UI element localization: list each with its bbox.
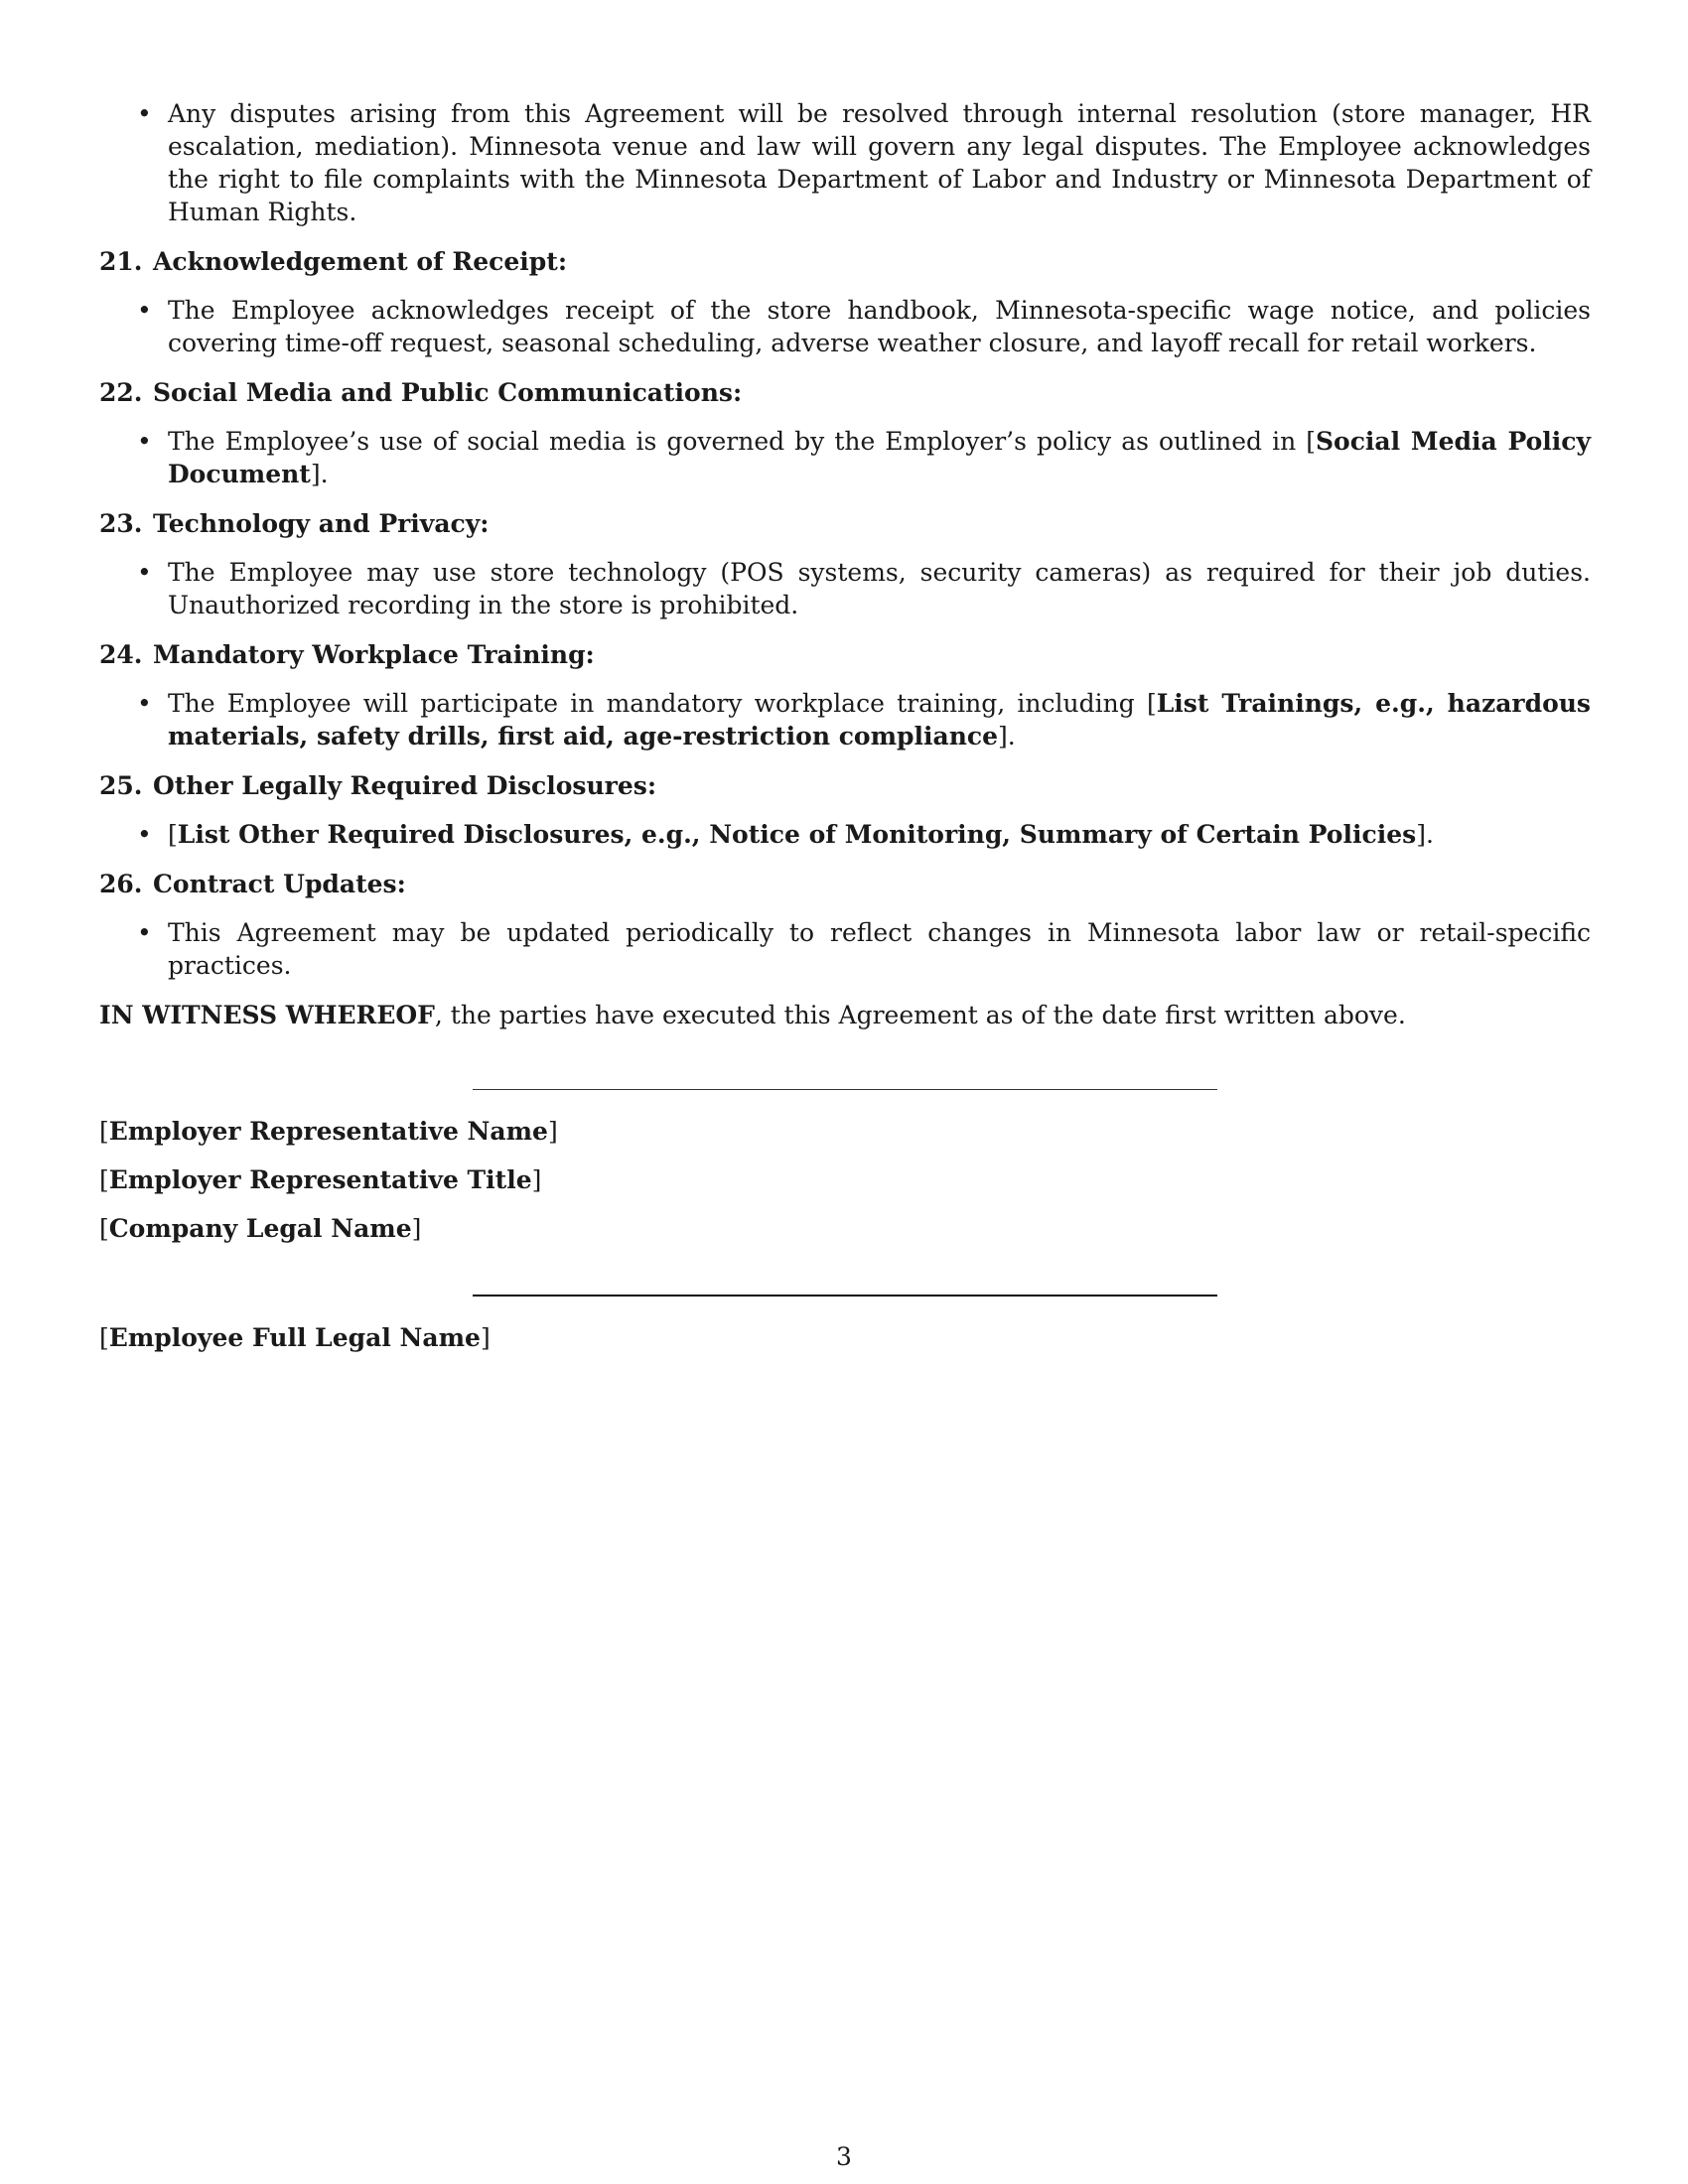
employer-rep-title: [Employer Representative Title] — [99, 1165, 542, 1194]
placeholder-rep-title: Employer Representative Title — [108, 1165, 532, 1194]
bullet-list-disputes — [99, 97, 1591, 228]
employee-signature-line — [473, 1295, 1217, 1297]
placeholder-social-media-policy: Social Media Policy Document — [168, 427, 1591, 488]
placeholder-company: Company Legal Name — [108, 1214, 412, 1243]
section-heading-23 — [99, 507, 1591, 540]
section-heading-26 — [99, 868, 1591, 900]
bullet-training — [99, 687, 1591, 752]
section-number: 25. — [99, 771, 143, 800]
bullet-text: The Employee will participate in mandatory workplace training, including [ — [168, 689, 1157, 718]
placeholder-trainings: List Trainings, e.g., hazardous materials, safety drills, first aid, age-restriction compliance — [168, 689, 1591, 751]
witness-text: , the parties have executed this Agreement as of the date first written above. — [434, 1001, 1406, 1029]
bullet-list-24 — [99, 687, 1591, 752]
section-title: Acknowledgement of Receipt: — [153, 247, 568, 276]
bullet-text: ]. — [310, 460, 329, 488]
employee-full-name: [Employee Full Legal Name] — [99, 1323, 491, 1352]
bullet-social-media — [99, 425, 1591, 490]
bullet-list-22 — [99, 425, 1591, 490]
company-legal-name: [Company Legal Name] — [99, 1214, 422, 1243]
placeholder-disclosures: List Other Required Disclosures, e.g., Notice of Monitoring, Summary of Certain Policies — [177, 820, 1417, 849]
employer-signature-line — [473, 1089, 1217, 1090]
section-heading-21 — [99, 245, 1591, 278]
section-heading-22 — [99, 376, 1591, 409]
section-title: Contract Updates: — [153, 870, 406, 898]
bullet-list-25 — [99, 818, 1591, 851]
section-number: 21. — [99, 247, 143, 276]
bullet-list-26 — [99, 916, 1591, 982]
bullet-disputes: • Any disputes arising from this Agreement will be resolved through internal resolution (store manager, HR escalation, mediation). Minnesota venue and law will govern any legal disputes. The Employee acknowledges the right to file complaints with the Minnesota Department of Labor and Industry or Minnesota Department of Human Rights. — [99, 97, 1591, 228]
employer-rep-name: [Employer Representative Name] — [99, 1117, 558, 1146]
placeholder-rep-name: Employer Representative Name — [108, 1117, 548, 1146]
placeholder-employee-name: Employee Full Legal Name — [108, 1323, 481, 1352]
section-number: 23. — [99, 509, 143, 538]
section-title: Social Media and Public Communications: — [153, 378, 743, 407]
bullet-contract-updates: • This Agreement may be updated periodically to reflect changes in Minnesota labor law or retail-specific practices. — [99, 916, 1591, 982]
section-number: 22. — [99, 378, 143, 407]
section-heading-25 — [99, 769, 1591, 802]
section-number: 26. — [99, 870, 143, 898]
bullet-text: ]. — [1416, 820, 1434, 849]
witness-statement — [99, 999, 1591, 1031]
bullet-list-23 — [99, 556, 1591, 621]
witness-lead: IN WITNESS WHEREOF — [99, 1001, 435, 1029]
section-title: Mandatory Workplace Training: — [153, 640, 595, 669]
bullet-acknowledgement: • The Employee acknowledges receipt of the store handbook, Minnesota-specific wage notice, and policies covering time-off request, seasonal scheduling, adverse weather closure, and layoff recall for retail workers. — [99, 294, 1591, 359]
bullet-text: ]. — [998, 722, 1016, 751]
bullet-technology: • The Employee may use store technology (POS systems, security cameras) as required for their job duties. Unauthorized recording in the store is prohibited. — [99, 556, 1591, 621]
bullet-list-21 — [99, 294, 1591, 359]
document-page — [99, 97, 1591, 1370]
section-heading-24 — [99, 638, 1591, 671]
bullet-text: The Employee’s use of social media is governed by the Employer’s policy as outlined in [ — [168, 427, 1316, 456]
bullet-text: [ — [168, 820, 178, 849]
section-title: Technology and Privacy: — [153, 509, 490, 538]
section-title: Other Legally Required Disclosures: — [153, 771, 657, 800]
page-number: 3 — [836, 2142, 852, 2171]
bullet-disclosures — [99, 818, 1591, 851]
section-number: 24. — [99, 640, 143, 669]
